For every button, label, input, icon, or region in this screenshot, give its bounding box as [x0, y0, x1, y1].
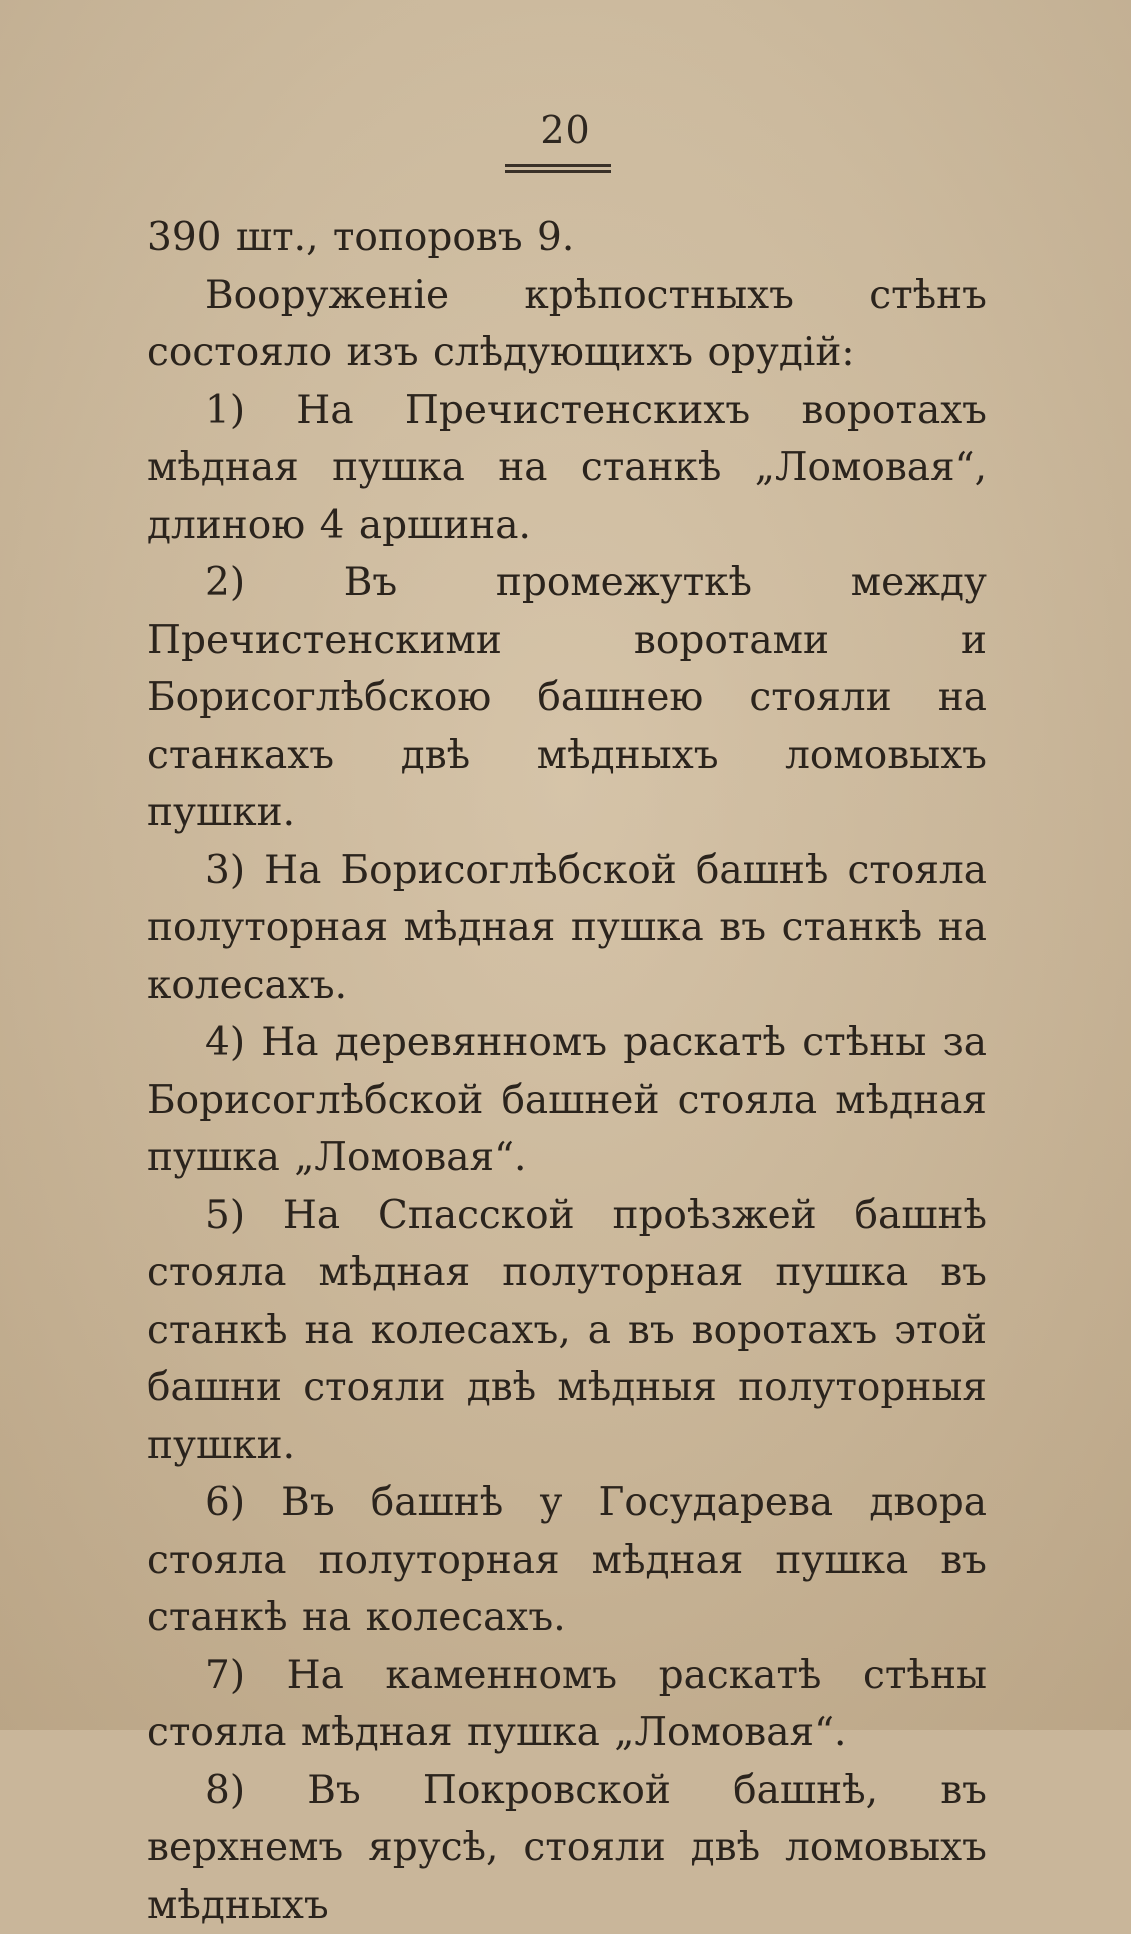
header-rule-bottom: [505, 170, 611, 173]
paragraph-item-3: 3) На Борисоглѣбской башнѣ стояла полуторная мѣдная пушка въ станкѣ на колесахъ.: [147, 842, 987, 1015]
paragraph-item-5: 5) На Спасской проѣзжей башнѣ стояла мѣдная полуторная пушка въ станкѣ на колесахъ, а въ воротахъ этой башни стояли двѣ мѣдныя полуторныя пушки.: [147, 1187, 987, 1475]
paragraph-continuation: 390 шт., топоровъ 9.: [147, 209, 987, 267]
paragraph-item-8: 8) Въ Покровской башнѣ, въ верхнемъ ярусѣ, стояли двѣ ломовыхъ мѣдныхъ: [147, 1762, 987, 1934]
body-text: [147, 209, 987, 1934]
paragraph-item-7: 7) На каменномъ раскатѣ стѣны стояла мѣдная пушка „Ломовая“.: [147, 1647, 987, 1762]
paragraph-item-4: 4) На деревянномъ раскатѣ стѣны за Борисоглѣбской башней стояла мѣдная пушка „Ломовая“.: [147, 1014, 987, 1187]
paragraph-item-1: 1) На Пречистенскихъ воротахъ мѣдная пушка на станкѣ „Ломовая“, длиною 4 аршина.: [147, 382, 987, 555]
paragraph-item-2: 2) Въ промежуткѣ между Пречистенскими воротами и Борисоглѣбскою башнею стояли на станкахъ двѣ мѣдныхъ ломовыхъ пушки.: [147, 554, 987, 842]
paragraph-armament-intro: Вооруженіе крѣпостныхъ стѣнъ состояло изъ слѣдующихъ орудій:: [147, 267, 987, 382]
page-number: 20: [0, 108, 1131, 152]
header-rule-top: [505, 164, 611, 167]
paragraph-item-6: 6) Въ башнѣ у Государева двора стояла полуторная мѣдная пушка въ станкѣ на колесахъ.: [147, 1474, 987, 1647]
